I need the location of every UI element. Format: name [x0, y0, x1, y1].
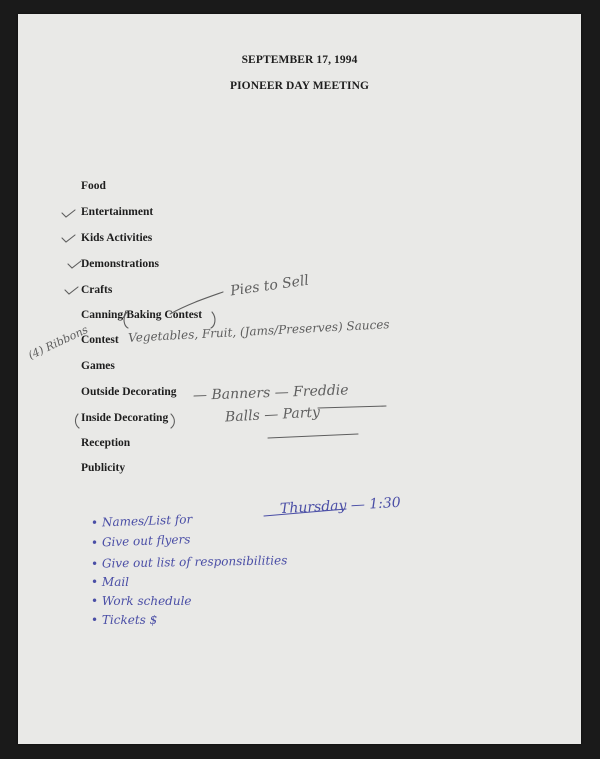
meeting-date: SEPTEMBER 17, 1994 — [241, 54, 358, 66]
note-pies-to-sell: Pies to Sell — [229, 272, 310, 300]
agenda-item-outside-decorating: Outside Decorating — [81, 386, 177, 398]
bullet-note-text: Mail — [101, 575, 130, 589]
note-balls-party: Balls — Party — [224, 404, 321, 426]
checkmark-icon — [62, 210, 75, 217]
pencil-marks — [18, 14, 581, 744]
checkmark-icon — [65, 287, 78, 294]
note-ribbons: (4) Ribbons — [26, 323, 91, 362]
bracket-icon — [171, 414, 174, 428]
bullet-note-text: Tickets $ — [101, 613, 158, 627]
agenda-item-canning-baking-contest: Canning/Baking Contest — [81, 309, 203, 321]
agenda-item-publicity: Publicity — [81, 462, 126, 474]
note-banners: — Banners — Freddie — [192, 382, 349, 404]
agenda-item-kids-activities: Kids Activities — [81, 232, 153, 244]
agenda-item-contest: Contest — [81, 334, 119, 346]
bullet-note-text: Names/List for — [101, 512, 193, 530]
arrow-line-icon — [170, 292, 223, 314]
bracket-icon — [124, 312, 128, 328]
agenda-item-demonstrations: Demonstrations — [81, 258, 159, 270]
meeting-title: PIONEER DAY MEETING — [229, 80, 370, 92]
note-vegetables-fruit-jams: Vegetables, Fruit, (Jams/Preserves) Sauces — [127, 317, 390, 345]
agenda-item-food: Food — [81, 180, 106, 192]
bullet-note: • Give out flyers — [90, 532, 191, 550]
bullet-note-text: Give out list of responsibilities — [101, 553, 288, 571]
agenda-item-crafts: Crafts — [81, 284, 113, 296]
agenda-item-reception: Reception — [81, 437, 131, 449]
checkmark-icon — [68, 261, 81, 268]
underline-stroke — [268, 434, 358, 438]
checkmark-icon — [62, 235, 75, 242]
bullet-note: • Tickets $ — [91, 613, 158, 627]
agenda-item-entertainment: Entertainment — [81, 206, 154, 218]
bullet-note: • Mail — [91, 575, 130, 589]
bullet-note-text: Give out flyers — [101, 532, 191, 550]
agenda-item-inside-decorating: Inside Decorating — [81, 412, 169, 424]
bullet-note: • Names/List for — [90, 512, 193, 530]
document-page — [18, 14, 581, 744]
bracket-icon — [75, 414, 79, 428]
bullet-note-text: Work schedule — [101, 594, 192, 608]
bullet-note: • Give out list of responsibilities — [90, 553, 288, 571]
bullet-note: • Work schedule — [91, 594, 192, 608]
agenda-item-games: Games — [81, 360, 115, 372]
note-thursday-time: Thursday — 1:30 — [279, 494, 402, 518]
underline-stroke — [318, 406, 386, 408]
